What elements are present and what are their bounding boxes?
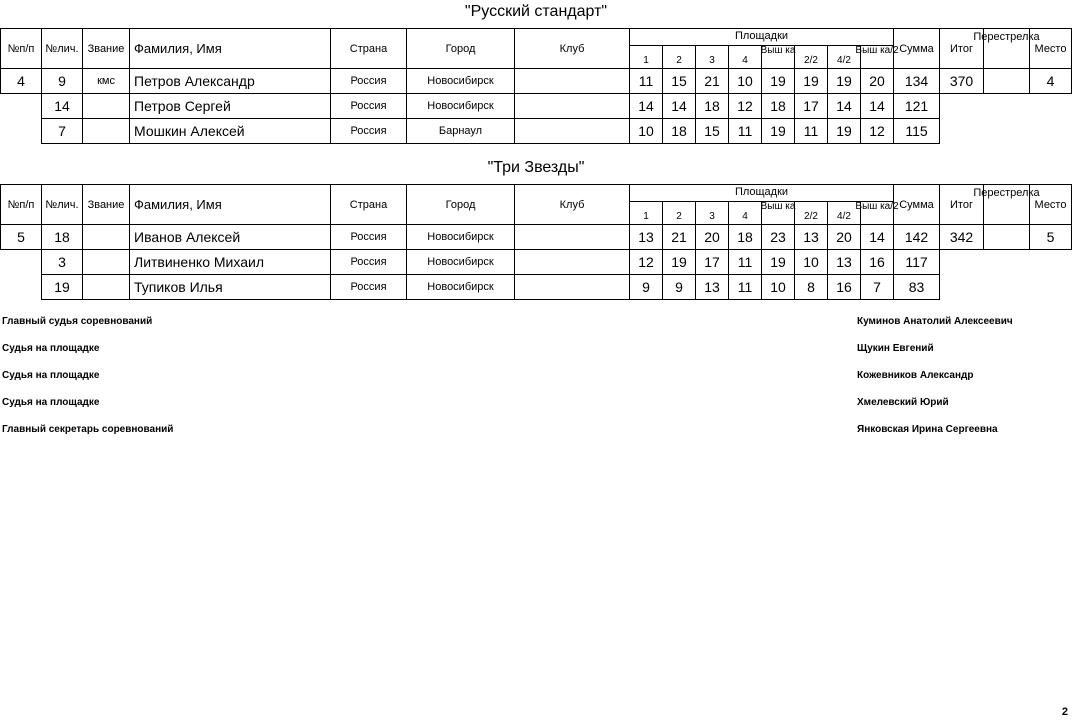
header-shootoff-line: Перест <box>973 31 1011 43</box>
athlete-sum: 115 <box>893 118 940 144</box>
header-sum: Сумма <box>893 28 940 69</box>
station-score: 10 <box>629 118 663 144</box>
header-station-1: 1 <box>629 45 663 69</box>
station-score: 10 <box>728 68 762 94</box>
header-country: Страна <box>330 28 407 69</box>
header-personal-number <box>41 184 83 225</box>
athlete-sum: 83 <box>893 274 940 300</box>
station-score: 10 <box>794 249 828 275</box>
athlete-club <box>514 249 630 275</box>
athlete-sum: 121 <box>893 93 940 119</box>
header-shootoff <box>973 28 1040 69</box>
station-score: 9 <box>662 274 696 300</box>
header-station-6: 2/2 <box>794 45 828 69</box>
judge-role: Судья на площадке <box>2 370 100 381</box>
judge-name: Хмелевский Юрий <box>857 397 949 408</box>
station-score: 14 <box>629 93 663 119</box>
team-total: 370 <box>939 68 984 94</box>
station-score: 15 <box>695 118 729 144</box>
header-station-7: 4/2 <box>827 201 861 225</box>
athlete-club <box>514 274 630 300</box>
station-score: 20 <box>695 224 729 250</box>
athlete-name: Петров Александр <box>129 68 331 94</box>
athlete-sum: 134 <box>893 68 940 94</box>
athlete-rank: кмс <box>82 68 130 94</box>
header-total: Итог <box>939 184 984 225</box>
header-club: Клуб <box>514 184 630 225</box>
judge-role: Судья на площадке <box>2 343 100 354</box>
athlete-name: Иванов Алексей <box>129 224 331 250</box>
station-score: 14 <box>860 224 894 250</box>
athlete-country: Россия <box>330 93 407 119</box>
header-station-5: Выш ка <box>761 201 795 225</box>
header-order-number <box>0 184 42 225</box>
personal-number: 18 <box>41 224 83 250</box>
team-shootoff <box>983 68 1030 94</box>
station-score: 12 <box>629 249 663 275</box>
station-score: 10 <box>761 274 795 300</box>
station-score: 19 <box>761 249 795 275</box>
header-city: Город <box>406 184 515 225</box>
header-station-4: 4 <box>728 45 762 69</box>
athlete-country: Россия <box>330 224 407 250</box>
athlete-rank <box>82 224 130 250</box>
header-station-2: 2 <box>662 45 696 69</box>
station-score: 14 <box>662 93 696 119</box>
station-score: 9 <box>629 274 663 300</box>
athlete-rank <box>82 249 130 275</box>
header-shootoff <box>973 184 1040 225</box>
athlete-club <box>514 93 630 119</box>
athlete-country: Россия <box>330 118 407 144</box>
athlete-name: Тупиков Илья <box>129 274 331 300</box>
station-score: 21 <box>695 68 729 94</box>
station-score: 18 <box>662 118 696 144</box>
athlete-rank <box>82 274 130 300</box>
station-score: 13 <box>794 224 828 250</box>
athlete-name: Петров Сергей <box>129 93 331 119</box>
header-station-5: Выш ка <box>761 45 795 69</box>
station-score: 11 <box>728 274 762 300</box>
station-score: 8 <box>794 274 828 300</box>
header-personal-number-line: № <box>45 198 58 211</box>
station-score: 17 <box>794 93 828 119</box>
athlete-city: Барнаул <box>406 118 515 144</box>
header-shootoff-line: релка <box>1010 187 1040 199</box>
header-name: Фамилия, Имя <box>129 184 331 225</box>
personal-number: 9 <box>41 68 83 94</box>
team-place: 5 <box>1029 224 1072 250</box>
station-score: 12 <box>860 118 894 144</box>
header-station-3: 3 <box>695 45 729 69</box>
personal-number: 19 <box>41 274 83 300</box>
header-name: Фамилия, Имя <box>129 28 331 69</box>
header-station-6: 2/2 <box>794 201 828 225</box>
header-station-4: 4 <box>728 201 762 225</box>
athlete-rank <box>82 118 130 144</box>
judge-name: Янковская Ирина Сергеевна <box>857 424 998 435</box>
athlete-rank <box>82 93 130 119</box>
station-score: 21 <box>662 224 696 250</box>
station-score: 19 <box>827 118 861 144</box>
header-station-7: 4/2 <box>827 45 861 69</box>
station-score: 13 <box>695 274 729 300</box>
header-personal-number-line: лич. <box>57 42 79 55</box>
station-score: 20 <box>860 68 894 94</box>
station-score: 17 <box>695 249 729 275</box>
station-score: 14 <box>860 93 894 119</box>
athlete-city: Новосибирск <box>406 274 515 300</box>
header-sum: Сумма <box>893 184 940 225</box>
athlete-city: Новосибирск <box>406 224 515 250</box>
station-score: 11 <box>629 68 663 94</box>
header-station-2: 2 <box>662 201 696 225</box>
judge-name: Щукин Евгений <box>857 343 934 354</box>
header-station-1: 1 <box>629 201 663 225</box>
station-score: 13 <box>827 249 861 275</box>
station-score: 23 <box>761 224 795 250</box>
judge-name: Кожевников Александр <box>857 370 974 381</box>
station-score: 14 <box>827 93 861 119</box>
athlete-name: Литвиненко Михаил <box>129 249 331 275</box>
header-personal-number <box>41 28 83 69</box>
header-club: Клуб <box>514 28 630 69</box>
header-order-number-line: п/п <box>19 198 35 211</box>
header-rank: Звание <box>82 184 130 225</box>
station-score: 19 <box>761 118 795 144</box>
team-title: "Три Звезды" <box>487 159 585 176</box>
judge-row <box>0 343 1072 357</box>
team-title: "Русский стандарт" <box>464 3 608 20</box>
athlete-country: Россия <box>330 68 407 94</box>
team-place: 4 <box>1029 68 1072 94</box>
personal-number: 7 <box>41 118 83 144</box>
header-stations: Площадки <box>629 184 894 202</box>
station-score: 20 <box>827 224 861 250</box>
team-shootoff <box>983 224 1030 250</box>
athlete-club <box>514 224 630 250</box>
header-station-3: 3 <box>695 201 729 225</box>
header-order-number <box>0 28 42 69</box>
judge-row <box>0 316 1072 330</box>
personal-number: 3 <box>41 249 83 275</box>
header-order-number-line: п/п <box>19 42 35 55</box>
header-station-8: Выш ка/2 <box>860 201 894 225</box>
athlete-city: Новосибирск <box>406 68 515 94</box>
athlete-country: Россия <box>330 274 407 300</box>
station-score: 18 <box>728 224 762 250</box>
station-score: 15 <box>662 68 696 94</box>
judge-role: Главный секретарь соревнований <box>2 424 174 435</box>
station-score: 13 <box>629 224 663 250</box>
station-score: 7 <box>860 274 894 300</box>
header-order-number-line: № <box>7 198 20 211</box>
athlete-name: Мошкин Алексей <box>129 118 331 144</box>
header-station-8: Выш ка/2 <box>860 45 894 69</box>
station-score: 11 <box>794 118 828 144</box>
station-score: 19 <box>761 68 795 94</box>
header-total: Итог <box>939 28 984 69</box>
station-score: 16 <box>860 249 894 275</box>
team-results-table <box>0 184 1072 314</box>
header-order-number-line: № <box>7 42 20 55</box>
station-score: 18 <box>695 93 729 119</box>
athlete-city: Новосибирск <box>406 249 515 275</box>
judge-role: Судья на площадке <box>2 397 100 408</box>
team-order-number: 5 <box>0 224 42 250</box>
personal-number: 14 <box>41 93 83 119</box>
judge-role: Главный судья соревнований <box>2 316 153 327</box>
header-shootoff-line: Перест <box>973 187 1011 199</box>
header-city: Город <box>406 28 515 69</box>
header-rank: Звание <box>82 28 130 69</box>
athlete-club <box>514 68 630 94</box>
station-score: 12 <box>728 93 762 119</box>
station-score: 18 <box>761 93 795 119</box>
header-country: Страна <box>330 184 407 225</box>
header-personal-number-line: № <box>45 42 58 55</box>
station-score: 19 <box>827 68 861 94</box>
athlete-sum: 142 <box>893 224 940 250</box>
header-stations: Площадки <box>629 28 894 46</box>
athlete-club <box>514 118 630 144</box>
station-score: 19 <box>794 68 828 94</box>
station-score: 11 <box>728 118 762 144</box>
judge-row <box>0 424 1072 438</box>
page-number: 2 <box>1061 706 1068 718</box>
athlete-city: Новосибирск <box>406 93 515 119</box>
judge-name: Куминов Анатолий Алексеевич <box>857 316 1013 327</box>
station-score: 11 <box>728 249 762 275</box>
header-place: Место <box>1029 28 1072 69</box>
station-score: 16 <box>827 274 861 300</box>
station-score: 19 <box>662 249 696 275</box>
team-order-number: 4 <box>0 68 42 94</box>
team-total: 342 <box>939 224 984 250</box>
judge-row <box>0 370 1072 384</box>
athlete-country: Россия <box>330 249 407 275</box>
judge-row <box>0 397 1072 411</box>
team-results-table <box>0 28 1072 158</box>
athlete-sum: 117 <box>893 249 940 275</box>
header-personal-number-line: лич. <box>57 198 79 211</box>
header-shootoff-line: релка <box>1010 31 1040 43</box>
header-place: Место <box>1029 184 1072 225</box>
